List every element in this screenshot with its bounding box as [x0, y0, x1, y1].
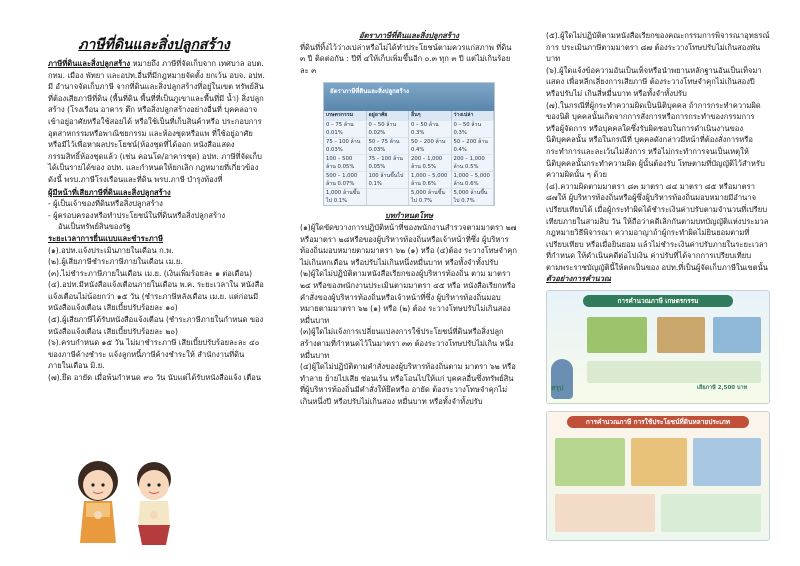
penalty-item: (๔)ผู้ใดไม่ปฏิบัติตามคำสั่งของผู้บริหารท้องถิ่นตาม มาตรา ๖๒ หรือทำลาย ย้ายไปเสีย ซ่อนเร้น หรือโอนไปให้แก่ บุคคลอื่นซึ่งทรัพย์สินที่ผู้บริหารท้องถิ่นมีคำสั่งให้ยึดหรือ อายัด ต้องระวางโทษจำคุกไม่เกินหนึ่งปี หรือปรับไม่เกินสอง หมื่นบาท หรือทั้งจำทั้งปรับ — [300, 362, 516, 406]
intro-paragraph — [48, 58, 266, 186]
rate-header-cell: เกษตรกรรม — [324, 111, 367, 120]
rate-cell: 100 – 500 ล้าน 0.05% — [324, 154, 367, 171]
penalty-item: (๕).ผู้ใดไม่ปฏิบัติตามหนังสือเรียกของคณะกรรมการพิจารณาอุทธรณ์การ ประเมินภาษีตามมาตรา ๘๗ ต้องระวางโทษปรับไม่เกินสองพันบาท — [546, 31, 770, 64]
rate-table-row — [324, 137, 494, 154]
penalty-item: (๓)ผู้ใดไม่แจ้งการเปลี่ยนแปลงการใช้ประโยชน์ที่ดินหรือสิ่งปลูก สร้างตามที่กำหนดไว้ในมาตรา ๓๓ ต้องระวางโทษปรับไม่เกิน หนึ่งหมื่นบาท — [300, 327, 514, 360]
rate-cell: 75 – 100 ล้าน 0.03% — [324, 137, 367, 154]
calc-infographic-mixed-use — [546, 411, 770, 541]
penalty-heading: บทกำหนดโทษ — [385, 211, 433, 221]
rate-cell: 75 – 100 ล้าน 0.05% — [367, 154, 410, 171]
rate-cell: 50 – 200 ล้าน 0.4% — [452, 137, 495, 154]
timeline-step: (๗).ยึด อายัด เมื่อพ้นกำหนด ๙๐ วัน นับแต่ได้รับหนังสือแจ้ง เตือน — [48, 373, 262, 383]
rate-table-row — [324, 171, 494, 188]
rate-cell: 0 – 75 ล้าน 0.01% — [324, 120, 367, 137]
rate-table-banner — [324, 83, 494, 111]
calc-infographic-agriculture — [546, 290, 770, 404]
rate-cell: 200 – 1,000 ล้าน 0.5% — [409, 154, 452, 171]
rate-header-cell: อื่นๆ — [409, 111, 452, 120]
example-heading: ตัวอย่างการคำนวณ — [546, 274, 611, 284]
rate-header-cell: ว่างเปล่า — [452, 111, 495, 120]
infographic-title: การคำนวณภาษี การใช้ประโยชน์ที่ดินหลายประเภท — [567, 416, 749, 428]
rate-cell: 1,000 ล้านขึ้นไป 0.1% — [324, 188, 367, 205]
timeline-heading: ระยะเวลาการยื่นแบบและชำระภาษี — [48, 233, 164, 243]
rate-cell: 0 – 50 ล้าน 0.02% — [367, 120, 410, 137]
timeline-step: (๕).ผู้เสียภาษีได้รับหนังสือแจ้งเตือน (ชำระภาษีภายในกำหนด ของ หนังสือแจ้งเตือน เสียเบี้ยปรับร้อยละ ๒๐) — [48, 315, 264, 336]
rate-cell: 0 – 50 ล้าน 0.3% — [409, 120, 452, 137]
taxpayer-heading: ผู้มีหน้าที่เสียภาษีที่ดินและสิ่งปลูกสร้าง — [48, 187, 171, 197]
document-title: ภาษีที่ดินและสิ่งปลูกสร้าง — [78, 37, 230, 53]
rate-heading: อัตราภาษีที่ดินและสิ่งปลูกสร้าง — [359, 31, 459, 40]
column-right — [546, 30, 770, 541]
land-plot-icon — [555, 438, 625, 486]
taxpayer-item-3: อันเป็นทรัพย์สินของรัฐ — [58, 222, 131, 232]
rate-text: ที่ดินที่ทิ้งไว้ว่างเปล่าหรือไม่ได้ทำประโยชน์ตามควรแก่สภาพ ที่ดิน ๓ ปี ติดต่อกัน : ปีที่ ๔ให้เก็บเพิ่มขึ้นอีก ๐.๓ ทุก ๓ ปี แต่ไม่เกินร้อยละ ๓ — [300, 42, 512, 75]
rate-cell: 0 – 50 ล้าน 0.3% — [452, 120, 495, 137]
rate-cell — [367, 188, 410, 205]
calculation-box — [555, 494, 655, 532]
infographic-title: การคำนวณภาษี เกษตรกรรม — [583, 295, 733, 307]
rate-table-row — [324, 120, 494, 137]
column-middle — [300, 30, 518, 407]
timeline-step: (๑).อปท.แจ้งประเมินภายในเดือน ก.พ. — [48, 245, 174, 255]
timeline-step: (๒).ผู้เสียภาษีชำระภาษีภายในเดือน เม.ย. — [48, 257, 183, 267]
rate-table-header — [324, 111, 494, 120]
summary-amount: เสียภาษี 2,500 บาท — [697, 385, 748, 392]
rate-cell: 100 ล้านขึ้นไป 0.1% — [367, 171, 410, 188]
rate-cell: 5,000 ล้านขึ้นไป 0.7% — [452, 188, 495, 205]
penalty-item: (๒)ผู้ใดไม่ปฏิบัติตามหนังสือเรียกของผู้บริหารท้องถิ่น ตาม มาตรา ๒๔ หรือของพนักงานประเมินตามมาตรา ๔๕ หรือ หนังสือเรียกหรือคำสั่งของผู้บริหารท้องถิ่นหรือเจ้าหน้าที่ซึ่ง ผู้บริหารท้องถิ่นมอบหมายตามมาตรา ๖๒ (๑) หรือ (๒) ต้อง ระวางโทษปรับไม่เกินสองหมื่นบาท — [300, 269, 516, 325]
rate-cell: 50 – 200 ล้าน 0.4% — [409, 137, 452, 154]
taxpayer-item-1: - ผู้เป็นเจ้าของที่ดินหรือสิ่งปลูกสร้าง — [48, 199, 163, 209]
map-plan-icon — [693, 438, 761, 486]
timeline-step: (๔).อปท.มีหนังสือแจ้งเตือนภายในเดือน พ.ค. ระยะเวลาใน หนังสือแจ้งเตือนไม่น้อยกว่า ๑๕ วัน (ชำระภาษีหลังเดือน เม.ย. แต่ก่อนมีหนังสือแจ้งเตือน เสียเบี้ยปรับร้อยละ ๑๐) — [48, 280, 264, 313]
summary-label: สรุป — [551, 384, 564, 393]
calculation-box — [587, 361, 761, 383]
intro-text: หมายถึง ภาษีที่จัดเก็บจาก เทศบาล อบต. กทม. เมือง พัทยา และอปท.อื่นที่มีกฎหมายจัดตั้ง ยกเว้น อบจ. อปท. มี อำนาจจัดเก็บภาษี จากที่ดินและสิ่งปลูกสร้างที่อยู่ในเขต ทรัพย์สินที่ต้องเสียภาษีที่ดิน (พื้นที่ดิน พื้นที่ที่เป็นภูเขาและพื้นที่มี น้ำ) สิ่งปลูกสร้าง (โรงเรือน อาคาร ตึก หรือสิ่งปลูกสร้างอย่างอื่นที่ บุคคลอาจเข้าอยู่อาศัยหรือใช้สอยได้ หรือใช้เป็นที่เก็บสินค้าหรือ ประกอบการอุตสาหกรรมหรือพาณิชยกรรม และห้องชุดหรือแพ ที่ใช้อยู่อาศัยหรือมีไว้เพื่อหาผลประโยชน์(ห้องชุดที่ได้ออก หนังสือแสดงกรรมสิทธิ์ห้องชุดแล้ว (เช่น คอนโด/อาคารชุด) อปท. ภาษีที่จัดเก็บได้เป็นรายได้ของ อปท. และกำหนดให้ยกเลิก กฎหมายที่เกี่ยวข้องดังนี้ พรบ.ภาษีโรงเรือนและที่ดิน พรบ.ภาษี บำรุงท้องที่ — [48, 59, 265, 184]
rate-header-cell: อยู่อาศัย — [367, 111, 410, 120]
column-left — [48, 58, 266, 384]
farm-field-icon — [587, 317, 647, 353]
rate-cell: 50 – 75 ล้าน 0.03% — [367, 137, 410, 154]
penalty-item: (๖).ผู้ใดแจ้งข้อความอันเป็นเท็จหรือนำพยานหลักฐานอันเป็นเท็จมาแสดง เพื่อหลีกเลี่ยงการเสียภาษี ต้องระวางโทษจำคุกไม่เกินสองปี หรือปรับไม่ เกินสี่หมื่นบาท หรือทั้งจำทั้งปรับ — [546, 65, 762, 98]
house-icon — [657, 317, 705, 353]
timeline-step: (๖).ครบกำหนด ๑๕ วัน ไม่มาชำระภาษี เสียเบี้ยปรับร้อยละละ ๔๐ ของภาษีค้างชำระ แจ้งลูกหนี้ภาษีค้างชำระให้ สำนักงานที่ดิน ภายในเดือน มิ.ย. — [48, 338, 260, 371]
cartoon-boy — [137, 462, 171, 545]
tax-rate-table — [323, 82, 495, 206]
rate-cell: 5,000 ล้านขึ้นไป 0.7% — [409, 188, 452, 205]
intro-heading: ภาษีที่ดินและสิ่งปลูกสร้าง — [48, 59, 131, 68]
penalty-item: (๘).ความผิดตามมาตรา ๘๓ มาตรา ๘๔ มาตรา ๘๕ หรือมาตรา ๘๗ให้ ผู้บริหารท้องถิ่นหรือผู้ซึ่งผู้บริหารท้องถิ่นมอบหมายมีอำนาจเปรียบเทียบได้ เมื่อผู้กระทำผิดได้ชำระเงินค่าปรับตามจำนวนที่เปรียบเทียบภายในสามสิบ วัน ให้ถือว่าคดีเลิกกันตามบทบัญญัติแห่งประมวลกฎหมายวิธีพิจารณา ความอาญาถ้าผู้กระทำผิดไม่ยินยอมตามที่เปรียบเทียบ หรือเมื่อยินยอม แล้วไม่ชำระเงินค่าปรับภายในระยะเวลาที่กำหนด ให้ดำเนินคดีต่อไปเงิน ค่าปรับที่ได้จากการเปรียบเทียบตามพระราชบัญญัตินี้ให้ตกเป็นของ อปท.ที่เป็นผู้จัดเก็บภาษีในเขตนั้น — [546, 181, 769, 272]
rate-cell: 1,000 – 5,000 ล้าน 0.6% — [452, 171, 495, 188]
building-icon — [631, 438, 687, 486]
rate-cell: 200 – 1,000 ล้าน 0.5% — [452, 154, 495, 171]
rate-cell: 1,000 – 5,000 ล้าน 0.6% — [409, 171, 452, 188]
cartoon-children-illustration — [62, 455, 192, 551]
penalty-item: (๑)ผู้ใดขัดขวางการปฏิบัติหน้าที่ของพนักงานสำรวจตามมาตรา ๒๗ หรือมาตรา ๒๘หรือของผู้บริหารท้องถิ่นหรือเจ้าหน้าที่ซึ่ง ผู้บริหารท้องถิ่นมอบหมายตามมาตรา ๖๒ (๑) หรือ (๔)ต้อง ระวางโทษจำคุกไม่เกินหกเดือน หรือปรับไม่เกินหนึ่งหมื่นบาท หรือทั้งจำทั้งปรับ — [300, 222, 517, 267]
water-icon — [713, 317, 761, 353]
cartoon-girl — [78, 461, 118, 543]
penalty-item: (๗).ในกรณีที่ผู้กระทำความผิดเป็นนิติบุคคล ถ้าการกระทำความผิดของนิติ บุคคลนั้นเกิดจากการสั่งการหรือการกระทำของกรรมการ หรือผู้จัดการ หรือบุคคลใดซึ่งรับผิดชอบในการดำเนินงานของนิติบุคคลนั้น หรือในกรณีที่ บุคคลดังกล่าวมีหน้าที่ต้องสั่งการหรือกระทำการและละเว้นไม่สั่งการ หรือไม่กระทำการจนเป็นเหตุให้นิติบุคคลนั้นกระทำความผิด ผู้นั้นต้องรับ โทษตามที่บัญญัติไว้สำหรับความผิดนั้น ๆ ด้วย — [546, 100, 765, 180]
taxpayer-item-2: - ผู้ครอบครองหรือทำประโยชน์ในที่ดินหรือสิ่งปลูกสร้าง — [48, 210, 226, 220]
rate-table-row — [324, 188, 494, 205]
rate-table-row — [324, 154, 494, 171]
rate-table-title: อัตราภาษีที่ดินและสิ่งปลูกสร้าง — [330, 88, 409, 96]
rate-cell: 500 – 1,000 ล้าน 0.07% — [324, 171, 367, 188]
calculation-box — [661, 494, 761, 532]
timeline-step: (๓).ไม่ชำระภาษีภายในเดือน เม.ย. (เงินเพิ่มร้อยละ ๑ ต่อเดือน) — [48, 268, 253, 278]
